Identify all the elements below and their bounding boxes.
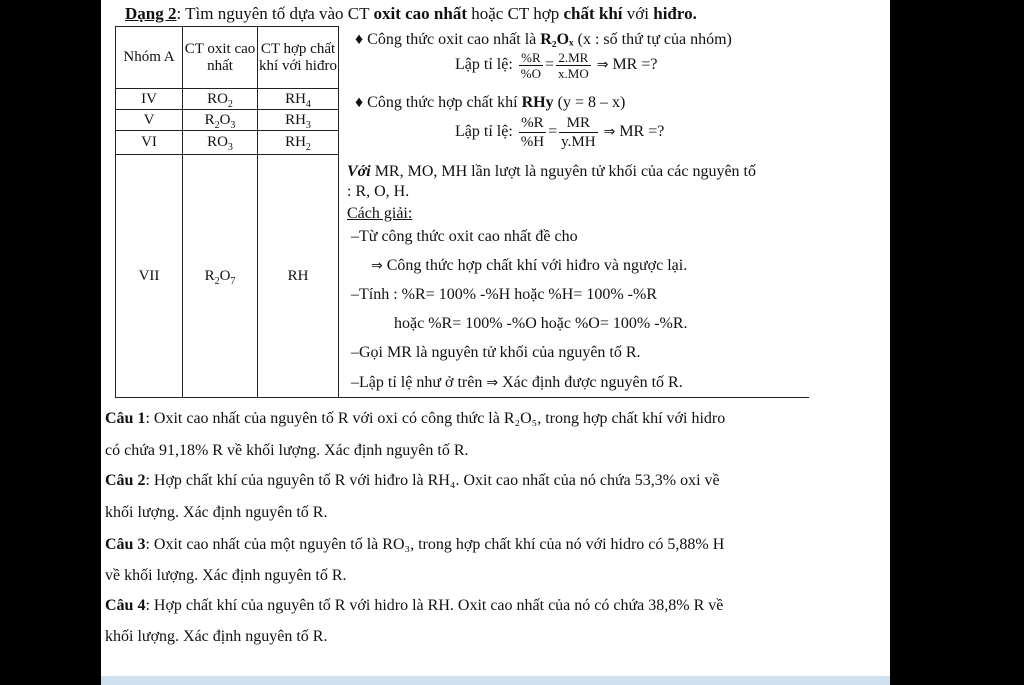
heading-label: Dạng 2 <box>125 4 177 23</box>
bottom-strip <box>101 676 890 685</box>
step-2-line <box>371 257 687 275</box>
question-2-line1: Câu 2: Hợp chất khí của nguyên tố R với hiđro là RH₄. Oxit cao nhất của nó chứa 53,3% oxi về <box>105 472 720 489</box>
row-vii-group: VII <box>116 155 183 398</box>
with-note: Với MR, MO, MH lần lượt là nguyên tử khối của các nguyên tố <box>347 163 756 180</box>
section-heading <box>125 4 697 24</box>
hydride-formula: RHy <box>521 94 554 111</box>
heading-bold-gas: chất khí <box>563 4 623 23</box>
row-vii-oxide: $R_2O_7$ <box>183 155 258 398</box>
heading-text-mid: hoặc CT hợp <box>466 4 564 23</box>
step-4: hoặc %R= 100% -%O hoặc %O= 100% -%R. <box>394 315 688 332</box>
hydride-formula-line: ♦ Công thức hợp chất khí RHy (y = 8 – x) <box>355 94 626 111</box>
header-hydride: CT hợp chất khí với hiđro <box>258 27 339 89</box>
step-7: Xác định được nguyên tố R. <box>502 374 683 391</box>
implies-arrow-icon: ⇒ <box>596 57 609 74</box>
question-4-line2: khối lượng. Xác định nguyên tố R. <box>105 628 328 645</box>
frac-mr-mh: $\frac{MR}{y.MH}$ <box>561 115 596 150</box>
frac-r-h: $\frac{\%R}{\%H}$ <box>520 115 545 150</box>
question-3-line1: Câu 3: Oxit cao nhất của một nguyên tố là RO₃, trong hợp chất khí của nó với hidro có 5,88% H <box>105 536 725 553</box>
row-iv-hydride: $RH_4$ <box>258 89 339 110</box>
row-vi-oxide: $RO_3$ <box>183 131 258 155</box>
oxide-note: (x : số thứ tự của nhóm) <box>577 31 732 48</box>
heading-text-after: với <box>622 4 654 23</box>
row-v-group: V <box>116 110 183 131</box>
question-1-line2: có chứa 91,18% R về khối lượng. Xác định nguyên tố R. <box>105 442 469 459</box>
row-iv-group: IV <box>116 89 183 110</box>
group-formula-table <box>115 26 809 398</box>
ratio-label-1: Lập tỉ lệ: <box>455 56 513 74</box>
ratio-hydride: Lập tỉ lệ: $\frac{\%R}{\%H}$ = $\frac{MR}{y.MH}$ ⇒ MR =? <box>455 115 665 150</box>
heading-bold-oxide: oxit cao nhất <box>373 4 467 23</box>
row-vii-hydride: RH <box>258 155 339 398</box>
row-v-hydride: $RH_3$ <box>258 110 339 131</box>
oxide-formula-text: Công thức oxit cao nhất là <box>367 31 537 48</box>
hydride-formula-text: Công thức hợp chất khí <box>367 94 518 111</box>
step-6: –Lập tỉ lệ như ở trên <box>351 374 483 391</box>
frac-r-o: $\frac{\%R}{\%O}$ <box>520 50 541 81</box>
header-oxide: CT oxit cao nhất <box>183 27 258 89</box>
hydride-note: (y = 8 – x) <box>557 94 626 111</box>
row-vi-group: VI <box>116 131 183 155</box>
implies-arrow-icon: ⇒ <box>371 258 383 274</box>
solution-title: Cách giải: <box>347 205 413 222</box>
ratio-result-2: MR =? <box>619 123 665 141</box>
question-2-line2: khối lượng. Xác định nguyên tố R. <box>105 504 328 521</box>
oxide-formula-line: ♦ Công thức oxit cao nhất là R₂Oₓ (x : số thứ tự của nhóm) <box>355 31 732 48</box>
heading-bold-hydro: hiđro. <box>653 4 697 23</box>
implies-arrow-icon: ⇒ <box>486 375 499 391</box>
implies-arrow-icon: ⇒ <box>603 124 616 141</box>
ratio-oxide: Lập tỉ lệ: $\frac{\%R}{\%O}$ = $\frac{2.MR}{x.MO}$ ⇒ MR =? <box>455 50 658 81</box>
step-2: Công thức hợp chất khí với hiđro và ngược lại. <box>386 257 688 274</box>
step-5: –Gọi MR là nguyên tử khối của nguyên tố R. <box>351 344 641 361</box>
oxide-formula: R₂Oₓ <box>540 31 574 48</box>
document-page <box>101 0 890 685</box>
ratio-result-1: MR =? <box>612 56 658 74</box>
row-iv-oxide: $RO_2$ <box>183 89 258 110</box>
row-v-oxide: $R_2O_3$ <box>183 110 258 131</box>
header-group: Nhóm A <box>116 27 183 89</box>
heading-text: : Tìm nguyên tố dựa vào CT <box>176 4 374 23</box>
step-3: –Tính : %R= 100% -%H hoặc %H= 100% -%R <box>351 286 657 303</box>
step-1: –Từ công thức oxit cao nhất đề cho <box>351 228 578 245</box>
frac-mr-mo: $\frac{2.MR}{x.MO}$ <box>558 50 589 81</box>
row-vi-hydride: $RH_2$ <box>258 131 339 155</box>
ratio-label-2: Lập tỉ lệ: <box>455 123 513 141</box>
question-4-line1: Câu 4: Hợp chất khí của nguyên tố R với hidro là RH. Oxit cao nhất của nó có chứa 38,8% R về <box>105 597 724 614</box>
step-6-line <box>351 374 683 392</box>
question-1-line1: Câu 1: Oxit cao nhất của nguyên tố R với oxi có công thức là R₂O₅, trong hợp chất khí với hidro <box>105 410 726 427</box>
question-3-line2: về khối lượng. Xác định nguyên tố R. <box>105 567 347 584</box>
with-note-2: : R, O, H. <box>347 183 410 200</box>
